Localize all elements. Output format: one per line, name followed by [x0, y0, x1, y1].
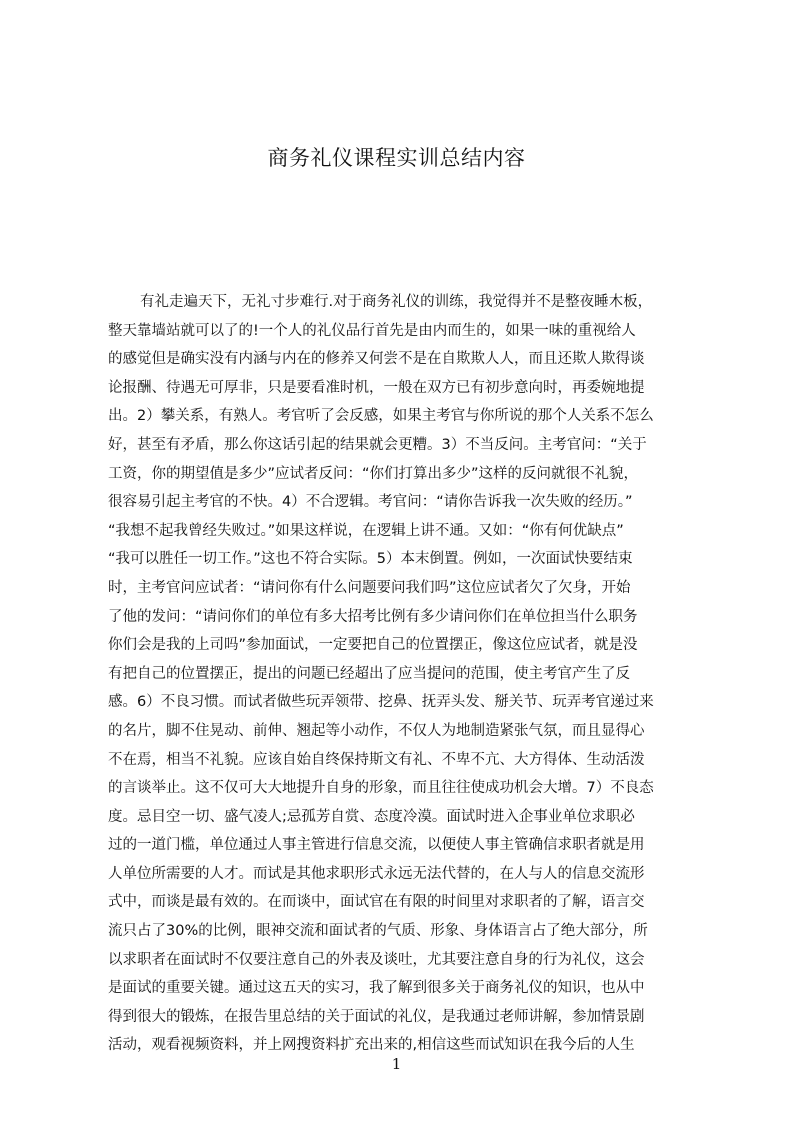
body-line: 得到很大的锻炼，在报告里总结的关于面试的礼仪，是我通过老师讲解，参加情景剧 — [108, 1008, 645, 1025]
body-line: 有礼走遍天下，无礼寸步难行.对于商务礼仪的训练，我觉得并不是整夜睡木板， — [140, 294, 653, 310]
body-line: 的感觉但是确实没有内涵与内在的修养又何尝不是在自欺欺人人，而且还欺人欺得谈 — [108, 351, 645, 368]
body-line: 人单位所需要的人才。而试是其他求职形式永远无法代替的，在人与人的信息交流形 — [108, 865, 645, 882]
body-line: 好，甚至有矛盾，那么你这话引起的结果就会更糟。3）不当反问。主考官问：“关于 — [108, 436, 647, 453]
body-line: 工资，你的期望值是多少”应试者反问：“你们打算出多少”这样的反问就很不礼貌， — [108, 465, 639, 482]
body-line: 感。6）不良习惯。而试者做些玩弄领带、挖鼻、抚弄头发、掰关节、玩弄考官递过来 — [108, 694, 654, 711]
body-line: 过的一道门槛，单位通过人事主管进行信息交流，以便使人事主管确信求职者就是用 — [108, 837, 645, 854]
page-number: 1 — [391, 1055, 402, 1073]
body-line: 整天靠墙站就可以了的!一个人的礼仪品行首先是由内而生的，如果一味的重视给人 — [108, 322, 636, 339]
body-line: 活动，观看视频资料，并上网搜资料扩充出来的,相信这些而试知识在我今后的人生 — [108, 1037, 635, 1054]
body-line: 你们会是我的上司吗”参加面试，一定要把自己的位置摆正，像这位应试者，就是没 — [108, 637, 638, 654]
body-line: 有把自己的位置摆正，提出的问题已经超出了应当提问的范围，使主考官产生了反 — [108, 665, 630, 682]
body-line: 的言谈举止。这不仅可大大地提升自身的形象，而且往往使成功机会大增。7）不良态 — [108, 780, 654, 797]
body-line: “我想不起我曾经失败过。”如果这样说，在逻辑上讲不通。又如：“你有何优缺点” — [108, 522, 624, 539]
body-line: 是面试的重要关键。通过这五天的实习，我了解到很多关于商务礼仪的知识，也从中 — [108, 980, 645, 997]
body-line: 出。2）攀关系，有熟人。考官听了会反感，如果主考官与你所说的那个人关系不怎么 — [108, 408, 654, 425]
page-title: 商务礼仪课程实训总结内容 — [267, 146, 526, 170]
body-line: “我可以胜任一切工作。”这也不符合实际。5）本末倒置。例如，一次面试快要结束 — [108, 551, 633, 568]
body-line: 很容易引起主考官的不快。4）不合逻辑。考官问：“请你告诉我一次失败的经历。” — [108, 494, 633, 511]
body-line: 流只占了30%的比例，眼神交流和面试者的气质、形象、身体语言占了绝大部分，所 — [108, 923, 648, 940]
body-line: 的名片，脚不住晃动、前伸、翘起等小动作，不仅人为地制造紧张气氛，而且显得心 — [108, 722, 645, 739]
body-line: 了他的发问：“请问你们的单位有多大招考比例有多少请问你们在单位担当什么职务 — [108, 608, 638, 625]
body-line: 度。忌目空一切、盛气凌人;忌孤芳自赏、态度冷漠。面试时进入企事业单位求职必 — [108, 808, 635, 825]
body-line: 论报酬、待遇无可厚非，只是要看准时机，一般在双方已有初步意向时，再委婉地提 — [108, 379, 645, 396]
body-line: 时，主考官问应试者：“请问你有什么问题要问我们吗”这位应试者欠了欠身，开始 — [108, 579, 631, 596]
body-line: 不在焉，相当不礼貌。应该自始自终保持斯文有礼、不卑不亢、大方得体、生动活泼 — [108, 751, 645, 768]
body-line: 式中，而谈是最有效的。在而谈中，面试官在有限的时间里对求职者的了解，语言交 — [108, 894, 645, 911]
body-text — [108, 288, 698, 1060]
body-line: 以求职者在面试时不仅要注意自己的外表及谈吐，尤其要注意自身的行为礼仪，这会 — [108, 951, 645, 968]
